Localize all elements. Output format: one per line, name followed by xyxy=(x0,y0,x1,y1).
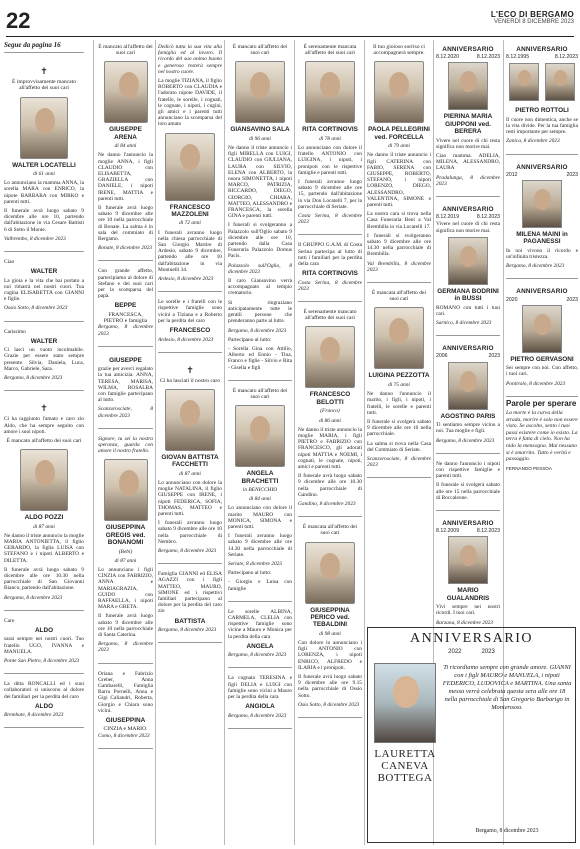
notice-date: Ossio Sotto, 8 dicembre 2023 xyxy=(4,305,68,312)
anniversary-notice xyxy=(436,457,500,511)
obituary-notice xyxy=(98,40,153,261)
column-1 xyxy=(4,40,84,845)
notice-text: Lo annunciano con dolore la moglie NATALINA, il figlio GIUSEPPE con IRENE, i nipoti FEDERICA, SOFIA, THOMAS, MATTEO e parenti tutti. xyxy=(158,479,222,517)
deceased-name: AGOSTINO PARIS xyxy=(440,412,496,420)
addressee-name: ALDO xyxy=(34,702,54,710)
column-7 xyxy=(436,40,500,625)
obituary-notice xyxy=(98,432,153,664)
column-6 xyxy=(367,40,431,625)
column-divider xyxy=(224,40,225,845)
notice-text: sarai sempre nei nostri cuori. Tuo fratello UGO, IVANNA e MANUELA. xyxy=(4,636,84,655)
anniversary-notice xyxy=(436,339,500,453)
notice-quote: Signore, tu sei la nostra speranza, guarda con amore il nostro fratello. xyxy=(98,435,153,455)
notice-text: I funerali avranno luogo sabato 9 dicembre alle ore 14.30 nella parrocchiale di Seriate. xyxy=(228,533,292,558)
obituary-notice xyxy=(367,286,431,478)
notice-date: Palazzolo sull'Oglio, 8 dicembre 2023 xyxy=(228,262,292,275)
column-8 xyxy=(506,40,578,625)
notice-date: Sarnico, 8 dicembre 2023 xyxy=(436,320,492,327)
deceased-nickname: (Franco) xyxy=(320,408,340,415)
deceased-name: ALDO POZZI xyxy=(24,514,64,522)
deceased-age: di 87 anni xyxy=(114,557,137,564)
poem-text: La morte è la curva della strada, morire è solo non essere visto. Se ascolto, sento i tuoi passi esistere come io esisto. La terra è fatta di cielo. Non ha nido la menzogna. Mai nessuno si è smarrito. Tutto è verità e passaggio. xyxy=(506,410,578,463)
poem-box xyxy=(506,398,578,472)
notice-text: Lo annunciano con dolore il fratello ANTONIO con LUIGINA, i nipoti, i pronipoti con le rispettive famiglie e parenti tutti. xyxy=(298,145,362,176)
participants-heading: Partecipano al lutto: xyxy=(228,570,272,577)
deceased-age: di 87 anni xyxy=(179,470,201,477)
column-2 xyxy=(98,40,153,845)
notice-text: Vivi sempre nei nostri ricordi. I tuoi cari. xyxy=(436,604,500,617)
photo-pair xyxy=(506,61,578,104)
notice-date: Bergamo, 8 dicembre 2023 xyxy=(158,626,217,633)
notice-date: Costa Serina, 8 dicembre 2023 xyxy=(298,279,362,292)
notice-text: I funerali avranno luogo nella chiesa parrocchiale di San Giorgio Martire di Ardesio, sabato 9 dicembre, partendo alle ore 10 dall'abitazione in via Montuelli 34. xyxy=(158,229,222,273)
obituary-notice xyxy=(367,40,431,283)
condolence-notice xyxy=(158,295,222,352)
deceased-name: RITA CORTINOVIS xyxy=(302,126,358,134)
continued-from: Segue da pagina 16 xyxy=(4,40,84,53)
cross-icon: ✝ xyxy=(40,66,48,77)
notice-intro: È mancato all'affetto dei suoi cari xyxy=(6,437,82,444)
year-end: 2023 xyxy=(566,296,578,303)
notice-date: Bergamo, 8 dicembre 2023 xyxy=(228,327,287,334)
portrait-photo xyxy=(374,663,436,743)
publication-date: VENERDÌ 8 DICEMBRE 2023 xyxy=(493,19,574,25)
deceased-name: GERMANA BODRINI in BUSSI xyxy=(437,287,499,303)
addressee-name: ANGIOLA xyxy=(245,703,275,711)
year-start: 8.12.1995 xyxy=(506,54,530,61)
condolence-notice xyxy=(158,567,222,643)
notice-text: Le sorelle ALBINA, CARMELA, CLELIA con rispettive famiglie sono vicine a Mauro e Monica per la perdita della cara xyxy=(228,608,292,640)
notice-text: Il funerale avrà luogo sabato 9 dicembre alle ore 10, partendo dall'abitazione in via Cesare Battisti 6 di Sotto il Monte. xyxy=(4,208,84,233)
column-3 xyxy=(158,40,222,845)
condolence-notice xyxy=(98,264,153,346)
deceased-age: di 78 anni xyxy=(319,135,341,142)
notice-text: La nostra cara si trova nella Casa Funeraria Beni a Val Brembilla in via Locatelli 17. xyxy=(367,211,431,230)
notice-text: Le sorelle e i fratelli con le rispettive famiglie sono vicini a Tiziana e a Roberto per la perdita del caro xyxy=(158,299,222,324)
notice-heading: Carissimo xyxy=(4,328,26,335)
notice-date: Pontirolo, 8 dicembre 2023 xyxy=(506,380,566,387)
portrait-photo xyxy=(305,326,355,388)
notice-date: Ardesio, 8 dicembre 2023 xyxy=(158,336,214,343)
notice-text: Vivere nel cuore di chi resta significa non morire mai. xyxy=(436,137,500,150)
notice-date: Bergamo, 8 dicembre 2023 xyxy=(228,712,287,719)
notice-intro: Ci ha lasciati il nostro caro xyxy=(159,377,221,384)
notice-heading: Caro xyxy=(4,617,15,624)
notice-intro: È mancata all'affetto dei suoi cari xyxy=(302,524,358,537)
notice-date: Bergamo, 8 dicembre 2023 xyxy=(228,652,287,659)
deceased-name: MARIO GUALANDRIS xyxy=(446,587,490,602)
notice-date: Bergamo, 8 dicembre 2023 xyxy=(4,594,63,601)
notice-intro: È mancato all'affetto dei suoi cari xyxy=(98,44,153,57)
notice-text: In noi vivono il ricordo e un'infinita tristezza. xyxy=(506,247,578,261)
addressee-name: BATTISTA xyxy=(174,617,206,625)
column-4 xyxy=(228,40,292,845)
anniversary-title: ANNIVERSARIO xyxy=(442,206,494,214)
anniversary-title: ANNIVERSARIO xyxy=(442,46,494,53)
deceased-name: GIOVAN BATTISTA FACCHETTI xyxy=(161,453,219,469)
condolence-notice xyxy=(298,238,362,302)
portrait-photo xyxy=(305,61,355,123)
year-end: 8.12.2023 xyxy=(476,54,500,61)
portrait-photo xyxy=(448,237,488,285)
notice-text: Lo annunciano con dolore il marito MAURO con MONICA, SIMONA e parenti tutti. xyxy=(228,505,292,530)
notice-text: Il funerale avrà luogo sabato 9 dicembre alle ore 9.15 nella parrocchiale di Ossio Sotto. xyxy=(298,673,362,699)
condolence-notice xyxy=(98,667,153,749)
obituary-notice xyxy=(228,40,292,381)
notice-text: Il funerale avrà luogo sabato 9 dicembre alle ore 10.30 nella parrocchiale di Gandino. xyxy=(298,473,362,498)
notice-date: Ponte San Pietro, 8 dicembre 2023 xyxy=(4,657,80,664)
header-rule xyxy=(6,36,574,37)
year-end: 8.12.2023 xyxy=(554,54,578,61)
addressee-name: RITA CORTINOVIS xyxy=(302,270,358,278)
obituary-notice xyxy=(4,57,84,252)
portrait-photo xyxy=(305,542,355,604)
year-start: 8.12.2019 xyxy=(436,214,460,221)
notice-text: Famiglia GIANNI ed ELISA AGAZZI con i figli MATTEO, MAURO, SIMONE ed i rispettivi familiari partecipano al dolore per la perdita del caro zio xyxy=(158,571,222,615)
year-start: 8.12.2009 xyxy=(436,528,460,535)
notice-text: Il funerale si svolgerà sabato 9 dicembre alle ore 10 nella parrocchiale. xyxy=(367,418,431,438)
anniversary-years xyxy=(436,54,500,60)
anniversary-title: ANNIVERSARIO xyxy=(516,288,568,296)
deceased-name: MILENA MAINI in PAGANESSI xyxy=(516,231,568,246)
obituary-notice xyxy=(298,40,362,235)
participants-heading: Partecipano al lutto: xyxy=(228,336,272,343)
notice-date: Scanzorosciate, 8 dicembre 2023 xyxy=(367,455,431,469)
portrait-photo xyxy=(104,459,148,521)
notice-date: Bergamo, 8 dicembre 2023 xyxy=(436,437,495,444)
anniversary-years xyxy=(368,649,575,655)
column-divider xyxy=(364,40,365,845)
notice-signature: FRANCESCA, PIETRO e famiglia xyxy=(103,311,148,325)
anniversary-title: ANNIVERSARIO xyxy=(516,163,568,171)
anniversary-date: Bergamo, 8 dicembre 2023 xyxy=(475,828,539,834)
notice-intro: È improvvisamente mancato all'affetto dei suoi cari xyxy=(12,79,76,92)
year-start: 2006 xyxy=(436,353,448,360)
portrait-photo xyxy=(374,61,424,123)
addressee-name: BEPPE xyxy=(114,302,137,310)
year-start: 8.12.2020 xyxy=(436,54,460,61)
anniversary-title: ANNIVERSARIO xyxy=(442,519,494,527)
notice-date: Pradalunga, 8 dicembre 2023 xyxy=(436,174,500,187)
deceased-age: di 86 anni xyxy=(319,417,341,424)
notice-signature: CINZIA e MARIO. xyxy=(103,726,148,733)
portrait-photo xyxy=(522,180,562,228)
portrait-photo xyxy=(448,62,488,110)
deceased-age: di 61 anni xyxy=(33,171,55,178)
anniversary-years xyxy=(436,528,500,534)
notice-intro: È mancata all'affetto dei suoi cari xyxy=(371,290,427,303)
deceased-age: di 96 anni xyxy=(249,135,271,142)
notice-text: I funerali avranno luogo sabato 9 dicembre alle ore 10 nella parrocchiale di Nembro. xyxy=(158,520,222,545)
page-header xyxy=(0,0,580,40)
deceased-age: di 72 anni xyxy=(179,220,201,227)
column-5 xyxy=(298,40,362,845)
addressee-name: GIUSEPPINA xyxy=(105,717,146,725)
notice-signature: Ciao mamma. ADELIA, MILENA, ALESSANDRO, LAURA xyxy=(436,153,500,172)
notice-text: Il GRUPPO G.A.M. di Costa Serina partecipa al lutto di tutti i familiari per la perdita della cara xyxy=(298,242,362,268)
obituary-notice xyxy=(228,384,292,602)
notice-date: Gandino, 8 dicembre 2023 xyxy=(298,500,356,507)
notice-text: Vivere nel cuore di chi resta significa non morire mai. xyxy=(436,221,500,234)
notice-date: Scanzorosciate, 8 dicembre 2023 xyxy=(98,406,153,419)
obituary-notice xyxy=(4,394,84,610)
notice-text: Ne danno l'annuncio il marito, i figli, i nipoti, i fratelli, le sorelle e parenti tutti. xyxy=(367,391,431,416)
condolence-notice xyxy=(4,255,84,322)
deceased-age: di 84 anni xyxy=(249,496,271,503)
anniversary-notice xyxy=(506,158,578,280)
notice-heading: Ciao xyxy=(4,259,15,266)
notice-date: Seriate, 8 dicembre 2023 xyxy=(228,560,282,567)
condolence-notice xyxy=(4,325,84,392)
notice-date: Bergamo, 8 dicembre 2023 xyxy=(98,641,153,654)
notice-text: La ditta RONCALLI ed i suoi collaboratori si uniscono al dolore dei familiari per la perdita del caro xyxy=(4,681,84,700)
anniversary-notice xyxy=(436,514,500,625)
addressee-name: ALDO xyxy=(34,626,54,634)
notice-text: Ci lasci un vuoto incolmabile. Grazie per essere stato sempre presente. Silvia, Daniela, Luca, Marco, Gabriele, Sara. xyxy=(4,347,84,372)
notice-date: Ardesio, 8 dicembre 2023 xyxy=(158,276,214,283)
column-divider xyxy=(294,40,295,845)
notice-text: Il cuore non dimentica, anche se la vita divide. Per la tua famiglia resti importante per sempre. xyxy=(506,116,578,136)
deceased-married-name: in BENICCHIO xyxy=(242,486,278,493)
notice-text: Il caro Giansavino verrà accompagnato al tempio crematorio. xyxy=(228,278,292,297)
portrait-photo xyxy=(522,305,562,353)
deceased-age: di 84 anni xyxy=(114,143,137,150)
obituary-notice xyxy=(298,520,362,718)
condolence-notice xyxy=(228,671,292,728)
notice-intro: Il tuo gioioso sorriso ci accompagnerà sempre. xyxy=(373,44,425,57)
notice-date: Osio Sotto, 8 dicembre 2023 xyxy=(298,701,360,708)
poem-title: Parole per sperare xyxy=(506,398,577,408)
portrait-photo xyxy=(374,307,424,369)
condolence-notice xyxy=(228,605,292,669)
notice-date: Bergamo, 8 dicembre 2023 xyxy=(158,547,217,554)
portrait-photo xyxy=(20,97,68,159)
deceased-name: LAURETTA CANEVA BOTTEGA xyxy=(374,748,436,784)
obituary-notice xyxy=(158,356,222,564)
anniversary-years xyxy=(436,353,500,359)
deceased-name: GIUSEPPE ARENA xyxy=(109,126,142,141)
notice-signature: ROMANO con tutti i tuoi cari. xyxy=(436,304,500,317)
cross-icon: ✝ xyxy=(186,364,194,375)
deceased-name: FRANCESCO BELOTTI xyxy=(309,391,351,406)
year-end: 8.12.2023 xyxy=(476,214,500,221)
notice-text: I funerali si svolgeranno a Palazzolo sull'Oglio sabato 9 dicembre alle ore 10, partendo dalla Casa Funeraria Palazzolo Domus Pacis. xyxy=(228,222,292,260)
year-end: 8.12.2023 xyxy=(476,528,500,535)
notice-date: Barzana, 8 dicembre 2023 xyxy=(436,619,493,625)
notice-text: Ne danno il triste annuncio la moglie MARIA ANTONIETTA, il figlio GERARDO, la figlia LUISA con STEFANO e i nipoti ALBERTO e DILETTA. xyxy=(4,532,84,564)
addressee-name: WALTER xyxy=(30,268,58,276)
notice-text: Il funerale si svolgerà sabato alle ore 15 nella parrocchiale di Boccaleone. xyxy=(436,482,500,501)
addressee-name: GIUSEPPE xyxy=(109,356,142,364)
participants-list: - Sorella Gina con Attilio, Alberto ed Ennio - Tina, Franco e figlie - Silvio e Rita - Gisella e figli xyxy=(228,345,292,371)
portrait-photo xyxy=(165,133,215,201)
notice-text: Ne danno il triste annuncio i figli CATERINA con FABIO, SERENA con GIUSEPPE, ROBERTO, STEFANO, i nipoti LORENZO, DIEGO, ALESSANDRO, VALENTINA, SIMONE e parenti tutti. xyxy=(367,152,431,209)
addressee-name: WALTER xyxy=(30,337,58,345)
notice-date: Costa Serina, 8 dicembre 2023 xyxy=(298,213,362,226)
portrait-photo xyxy=(545,63,575,101)
anniversary-title: ANNIVERSARIO xyxy=(442,345,494,353)
notice-text: I funerali si svolgeranno sabato 9 dicembre alle ore 14.30 nella parrocchiale di Brembilla. xyxy=(367,232,431,258)
anniversary-title: ANNIVERSARIO xyxy=(410,631,533,646)
obituary-notice xyxy=(298,305,362,517)
deceased-name: PAOLA PELLEGRINI ved. FORCELLA xyxy=(368,126,430,141)
notice-text: La gioia e la vita che hai portato a noi rimarrà nei nostri cuori. Tua cugina ELISABETTA con GIANNI e figlie. xyxy=(4,277,84,303)
portrait-photo xyxy=(448,536,488,584)
notice-intro: È serenamente mancato all'affetto dei suoi cari xyxy=(303,309,357,322)
portrait-photo xyxy=(20,449,68,511)
notice-intro: È mancato all'affetto dei suoi cari xyxy=(232,44,288,57)
deceased-name: GIANSAVINO SALA xyxy=(230,126,290,134)
notice-date: Bergamo, 8 dicembre 2023 xyxy=(4,375,63,382)
year-start: 2012 xyxy=(506,171,518,178)
notice-text: I funerali avranno luogo sabato 9 dicembre alle ore 15, partendo dall'abitazione in via Don Locatelli 7, per la parrocchiale di Seriate. xyxy=(298,179,362,210)
condolence-notice xyxy=(98,350,153,429)
notice-date: Zanica, 8 dicembre 2023 xyxy=(506,138,560,145)
year-end: 2023 xyxy=(566,171,578,178)
deceased-name: FRANCESCO MAZZOLENI xyxy=(169,203,211,219)
deceased-age: di 79 anni xyxy=(388,143,410,150)
deceased-age: di 98 anni xyxy=(319,630,341,637)
notice-text: La moglie TIZIANA, il figlio ROBERTO con CLAUDIA e l'adorato nipote DAVIDE, il fratello, le sorelle, i cognati, le cognate, i nipoti, i cugini, gli amici e i parenti tutti annunciano la scomparsa del loro amato xyxy=(158,78,222,128)
year-end: 2023 xyxy=(481,649,495,655)
year-end: 2023 xyxy=(488,353,500,360)
deceased-age: di 75 anni xyxy=(388,381,410,388)
portrait-photo xyxy=(165,389,215,451)
deceased-name: GIUSEPPINA PERICO ved. TEBALDINI xyxy=(310,606,350,629)
deceased-name: PIERINA MARIA GIUPPONI ved. BERERA xyxy=(443,113,493,136)
notice-text: Ne danno l'annuncio la moglie ANNA, i figli CLAUDIO con ELISABETTA, GRAZIELLA con DANIELE, i nipoti IRENE, MATTIA e parenti tutti. xyxy=(98,152,153,202)
notice-date: Bonate, 8 dicembre 2023 xyxy=(98,245,152,252)
portrait-photo xyxy=(509,63,539,101)
page-number: 22 xyxy=(6,8,31,33)
portrait-photo xyxy=(235,405,285,467)
notice-quote: Dedicò tutta la sua vita alla famiglia ed al lavoro. Il ricordo del suo animo buono e generoso resterà sempre nel nostro cuore. xyxy=(158,44,222,75)
notice-date: Valbrembo, 8 dicembre 2023 xyxy=(4,235,66,242)
obituary-notice xyxy=(158,40,222,292)
notice-text: Il funerale avrà luogo sabato 9 dicembre alle ore 10.30 nella parrocchiale di San Giovanni Bianco, partendo dall'abitazione. xyxy=(4,566,84,592)
notice-text: Ne danno il triste annuncio i figli MIRELLA con LUIGI, CLAUDIO con GIULIANA, LAURA con SILVIO, ELENA con ALBERTO, la nuora SIMONETTA, i nipoti MARCO, PATRIZIA, RICCARDO, DIEGO, GIORGIO, CHIARA, MATTEO, ALESSANDRO e FRANCESCA, la sorella GINA e parenti tutti. xyxy=(228,145,292,220)
notice-text: Ci ha raggiunto l'amato e caro zio Aldo, che ha sempre seguito con amore i suoi nipoti. xyxy=(4,416,84,435)
poem-author: FERNANDO PESSOA xyxy=(506,465,552,471)
notice-text: Lo annunciano la mamma ANNA, la sorella MARA con ENRICO, la nipote BARBARA con MIRKO e parenti tutti. xyxy=(4,180,84,205)
notice-text: Con grande affetto, partecipiamo al dolore di Stefano e dei suoi cari per la scomparsa del papà. xyxy=(98,268,153,300)
notice-text: La salma si trova nella Casa del Commiato di Seriate. xyxy=(367,440,431,453)
notice-text: grazie per averci regalato la tua amicizia. ANNA, TERESA, MARISA, WILMA, ROSALBA con famiglie partecipano al lutto. xyxy=(98,366,153,404)
notice-text: Oriana e Fabrizio Greber, Anna Gambarelli, Famiglia Barra Pornelli, Anna e Gigi Caliandri, Roberta, Giorgio e Chiara sono vicini. xyxy=(98,670,153,714)
condolence-notice xyxy=(4,677,84,728)
deceased-age: di 87 anni xyxy=(33,523,55,530)
notice-text: Ne danno l'annuncio i nipoti con rispettive famiglie e parenti tutti. xyxy=(436,460,500,480)
year-start: 2022 xyxy=(448,649,462,655)
publication-name: L'ECO DI BERGAMO xyxy=(490,10,574,19)
deceased-name: PIETRO ROTTOLI xyxy=(515,107,569,115)
portrait-photo xyxy=(448,362,488,410)
notice-date: Val Brembilla, 8 dicembre 2023 xyxy=(367,260,431,273)
deceased-name: GIUSEPPINA GREGIS ved. BONANOMI xyxy=(105,524,146,547)
anniversary-notice xyxy=(436,40,500,197)
notice-text: Con dolore lo annunciano i figli ANTONIO con LORENZA, i nipoti ENRICO, ALFREDO e ILARIA e i pronipoti. xyxy=(298,639,362,671)
addressee-name: FRANCESCO xyxy=(169,327,211,335)
anniversary-years xyxy=(506,172,578,178)
condolence-notice xyxy=(4,614,84,674)
anniversary-feature xyxy=(367,627,576,843)
notice-intro: È mancato all'affetto dei suoi cari xyxy=(232,387,288,400)
addressee-name: ANGELA xyxy=(246,642,274,650)
year-start: 2020 xyxy=(506,296,518,303)
cross-icon: ✝ xyxy=(40,403,48,414)
notice-date: Como, 8 dicembre 2023 xyxy=(98,732,150,739)
notice-date: Bergamo, 8 dicembre 2023 xyxy=(506,263,565,270)
anniversary-title: ANNIVERSARIO xyxy=(516,46,568,53)
anniversary-years xyxy=(506,54,578,60)
deceased-name: WALTER LOCATELLI xyxy=(12,161,76,169)
notice-text: Il funerale avrà luogo sabato 9 dicembre alle ore 10 nella parrocchiale di Santa Caterina. xyxy=(98,613,153,638)
portrait-photo xyxy=(104,61,148,123)
deceased-name: LUIGINA PEZZOTTA xyxy=(368,372,430,380)
notice-text: Si ringraziano anticipatamente tutte le gentili persone che prenderanno parte al lutto. xyxy=(228,299,292,325)
deceased-name: ANGELA BRACHETTI xyxy=(241,470,279,485)
anniversary-notice xyxy=(506,282,578,396)
notice-intro: È serenamente mancata all'affetto dei suoi cari xyxy=(303,44,357,57)
deceased-name: PIETRO GERVASONI xyxy=(510,355,574,363)
participants-list: - Giorgio e Luisa con famiglie xyxy=(228,579,292,592)
anniversary-years xyxy=(506,297,578,303)
notice-date: Bergamo, 8 dicembre 2023 xyxy=(98,324,153,337)
notice-text: Sei sempre con noi. Con affetto, i tuoi cari. xyxy=(506,365,578,378)
deceased-nickname: (Bebi) xyxy=(118,548,133,555)
notice-date: Brembate, 8 dicembre 2023 xyxy=(4,712,64,719)
notice-text: Lo annunciano i figli CINZIA con FABRIZIO, ANNA e MARIAGRAZIA, GUIDO con RAFFAELLA, i nipoti MARA e GRETA. xyxy=(98,566,153,611)
anniversary-notice xyxy=(506,40,578,155)
column-divider xyxy=(93,40,94,845)
notice-text: Ne danno il triste annuncio la moglie MARIA, i figli PIETRO e FABRIZIO con FRANCESCO, gli adorati nipoti MATTIA e NOEMI, i cognati, le cognate, nipoti, amici e parenti tutti. xyxy=(298,426,362,470)
anniversary-years xyxy=(436,214,500,220)
portrait-photo xyxy=(235,61,285,123)
masthead xyxy=(491,10,574,25)
column-divider xyxy=(155,40,156,845)
anniversary-text: Ti ricordiamo sempre con grande amore. GIANNI con i figli MAURO e MANUELA, i nipoti FEDERICO, LUDOVICA e MARTINA. Una santa messa verrà celebrata questa sera alle ore 18 nella parrocchiale di San Gregorio Barbarigo in Monterosso. xyxy=(442,664,572,711)
notice-text: Il funerale avrà luogo sabato 9 dicembre alle ore 10 nella parrocchiale di Bonate. La salma è in sala del commiato di Bergamo. xyxy=(98,205,153,243)
notice-text: Ti sentiamo sempre vicino a noi. Tua moglie e figli. xyxy=(436,422,500,435)
anniversary-notice xyxy=(436,200,500,336)
notice-text: La cognata TERESINA e figli DELIA e LUIGI con famiglie sono vicini a Mauro per la perdita della cara xyxy=(228,675,292,701)
